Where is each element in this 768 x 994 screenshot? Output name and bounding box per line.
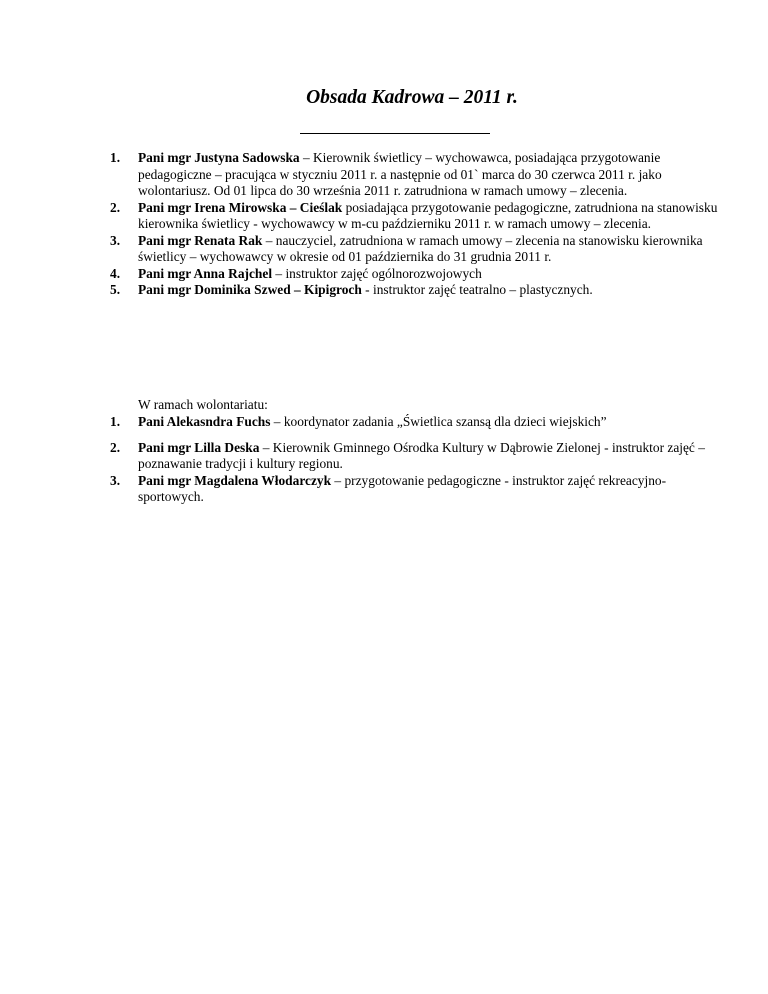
staff-name: Pani mgr Irena Mirowska – Cieślak [138, 199, 343, 215]
list-item [110, 282, 730, 299]
title-divider [300, 133, 490, 134]
volunteer-name: Pani mgr Lilla Deska [138, 439, 260, 455]
list-number: 1. [110, 414, 121, 429]
staff-name: Pani mgr Anna Rajchel [138, 265, 273, 281]
staff-list [110, 150, 730, 299]
volunteer-list [110, 414, 730, 506]
list-item [110, 473, 730, 506]
list-item [110, 200, 730, 233]
staff-description: – Kierownik świetlicy – wychowawca, posiadająca przygotowanie pedagogiczne – pracująca w styczniu 2011 r. a następnie od 01` marca do 30 czerwca 2011 r. jako wolontariusz. Od 01 lipca do 30 września 2011 r. zatrudniona w ramach umowy – zlecenia. [138, 150, 662, 198]
volunteer-name: Pani Alekasndra Fuchs [138, 414, 271, 429]
list-item [110, 150, 730, 200]
volunteer-description: – koordynator zadania „Świetlica szansą dla dzieci wiejskich” [270, 414, 607, 429]
staff-name: Pani mgr Dominika Szwed – Kipigroch [138, 282, 362, 297]
list-item [110, 440, 730, 473]
list-item [110, 414, 730, 431]
list-number: 3. [110, 232, 121, 248]
list-item [110, 233, 730, 266]
list-number: 5. [110, 282, 121, 297]
volunteer-name: Pani mgr Magdalena Włodarczyk [138, 472, 332, 488]
staff-description: posiadająca przygotowanie pedagogiczne, zatrudniona na stanowisku kierownika świetlicy - wychowawcy w m-cu październiku 2011 r. w ramach umowy – zlecenia. [138, 199, 718, 231]
staff-description: – instruktor zajęć ogólnorozwojowych [272, 265, 482, 281]
list-number: 2. [110, 199, 121, 215]
volunteer-description: – Kierownik Gminnego Ośrodka Kultury w Dąbrowie Zielonej - instruktor zajęć – poznawanie tradycji i kultury regionu. [138, 439, 705, 471]
list-number: 1. [110, 150, 121, 165]
list-number: 3. [110, 472, 121, 488]
staff-description: – nauczyciel, zatrudniona w ramach umowy – zlecenia na stanowisku kierownika świetlicy – wychowawcy w okresie od 01 października do 31 grudnia 2011 r. [138, 232, 703, 264]
staff-description: - instruktor zajęć teatralno – plastycznych. [361, 282, 593, 297]
volunteer-section-heading: W ramach wolontariatu: [138, 397, 268, 412]
page-title: Obsada Kadrowa – 2011 r. [306, 87, 518, 108]
list-item [110, 266, 730, 283]
staff-name: Pani mgr Renata Rak [138, 232, 263, 248]
list-number: 2. [110, 439, 121, 455]
volunteer-description: – przygotowanie pedagogiczne - instruktor zajęć rekreacyjno-sportowych. [138, 472, 667, 504]
staff-name: Pani mgr Justyna Sadowska [138, 150, 300, 165]
list-number: 4. [110, 265, 121, 281]
